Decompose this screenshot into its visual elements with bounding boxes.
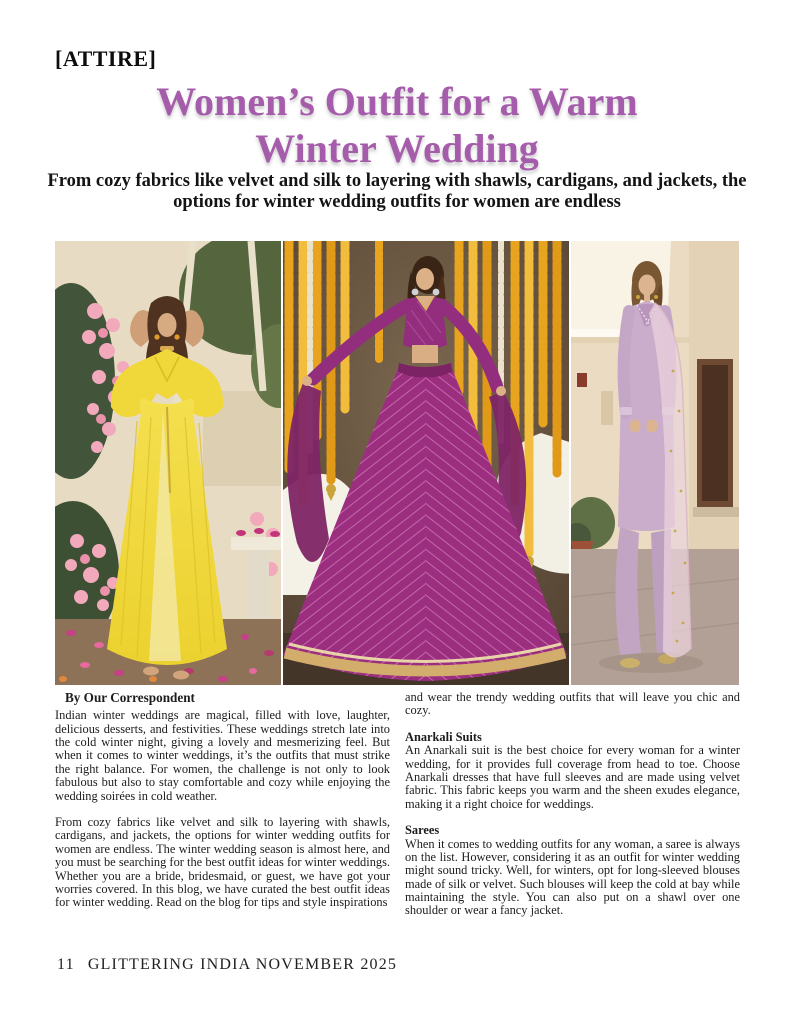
- photo-strip: [55, 241, 739, 685]
- article-column-left: [55, 691, 390, 918]
- article-title-line2: Winter Wedding: [255, 126, 539, 172]
- page-footer: [57, 956, 397, 974]
- article-title: [0, 78, 794, 172]
- paragraph: and wear the trendy wedding outfits that will leave you chic and cozy.: [405, 690, 740, 718]
- paragraph: Indian winter weddings are magical, filled with love, laughter, delicious desserts, and festivities. These weddings stretch late into the cold winter night, giving a lovely and mesmerizing feel. But when it comes to winter weddings, it’s the outfits that must strike the right balance. For women, the challenge is not only to look fabulous but also to stay comfortable and cozy while enjoying the wedding soirées in cold weather.: [55, 708, 390, 803]
- article-section: [405, 691, 740, 718]
- paragraph: An Anarkali suit is the best choice for every woman for a winter wedding, for it provides full coverage from head to toe. Choose Anarkali dresses that have full sleeves and are made using velvet fabric. This fabric keeps you warm and the sheen exudes elegance, making it a right choice for weddings.: [405, 743, 740, 811]
- photo-yellow-dress: [55, 241, 281, 685]
- page-number: 11: [57, 956, 75, 973]
- photo-magenta-lehenga: [283, 241, 569, 685]
- article-subtitle: From cozy fabrics like velvet and silk to layering with shawls, cardigans, and jackets, the options for winter wedding outfits for women are endless: [47, 171, 747, 213]
- article-body: [55, 691, 740, 918]
- section-heading: Anarkali Suits: [405, 729, 482, 744]
- article-section: [405, 731, 740, 811]
- magazine-folio: GLITTERING INDIA NOVEMBER 2025: [87, 956, 398, 973]
- section-heading: Sarees: [405, 823, 440, 838]
- paragraph: When it comes to wedding outfits for any woman, a saree is always on the list. However, considering it as an outfit for winter wedding might sound tricky. Well, for winters, opt for long-sleeved blouses made of silk or velvet. Such blouses will keep the cold at bay while maintaining the style. You can also put on a shawl over one shoulder or wear a fancy jacket.: [405, 836, 740, 918]
- article-title-line1: Women’s Outfit for a Warm: [156, 79, 638, 124]
- photo-lilac-suit: [571, 241, 739, 685]
- paragraph: From cozy fabrics like velvet and silk to layering with shawls, cardigans, and jackets, the options for winter wedding outfits for women are endless. The winter wedding season is almost here, and you must be searching for the best outfit ideas for winter weddings. Whether you are a bride, bridesmaid, or guest, we have got your worries covered. In this blog, we have curated the best outfit ideas for winter wedding. Read on the blog for tips and style inspirations: [55, 814, 390, 910]
- byline: By Our Correspondent: [65, 690, 195, 705]
- article-column-right: [405, 691, 740, 918]
- section-kicker: [ATTIRE]: [55, 46, 157, 71]
- article-section: [405, 824, 740, 918]
